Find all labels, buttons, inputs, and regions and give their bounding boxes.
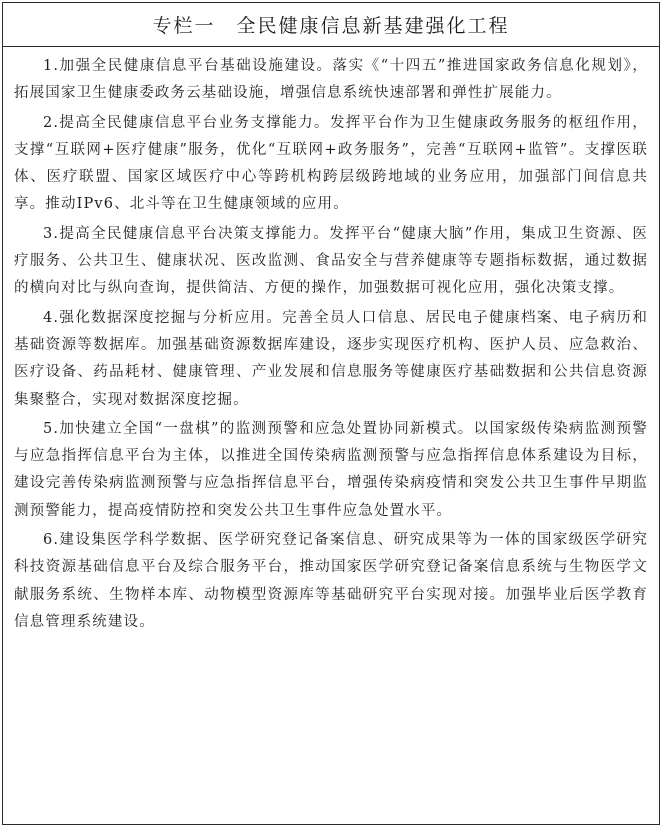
item-4: 4.强化数据深度挖掘与分析应用。完善全员人口信息、居民电子健康档案、电子病历和基础资源等数据库。加强基础资源数据库建设，逐步实现医疗机构、医护人员、应急救治、医疗设备、药品耗材、健康管理、产业发展和信息服务等健康医疗基础数据和公共信息资源集聚整合，实现对数据深度挖掘。 [14,309,648,408]
title-row [3,3,659,47]
column-box [2,2,660,825]
item-6: 6.建设集医学科学数据、医学研究登记备案信息、研究成果等为一体的国家级医学研究科技资源基础信息平台及综合服务平台，推动国家医学研究登记备案信息系统与生物医学文献服务系统、生物样本库、动物模型资源库等基础研究平台实现对接。加强毕业后医学教育信息管理系统建设。 [14,532,648,630]
item-5: 5.加快建立全国“一盘棋”的监测预警和应急处置协同新模式。以国家级传染病监测预警与应急指挥信息平台为主体，以推进全国传染病监测预警与应急指挥信息体系建设为目标，建设完善传染病监测预警与应急指挥信息平台，增强传染病疫情和突发公共卫生事件早期监测预警能力，提高疫情防控和突发公共卫生事件应急处置水平。 [14,420,648,519]
column-content [3,47,659,636]
column-title: 专栏一 全民健康信息新基建强化工程 [152,15,510,37]
item-1: 1.加强全民健康信息平台基础设施建设。落实《“十四五”推进国家政务信息化规划》，拓展国家卫生健康委政务云基础设施，增强信息系统快速部署和弹性扩展能力。 [14,58,648,102]
item-3: 3.提高全民健康信息平台决策支撑能力。发挥平台“健康大脑”作用，集成卫生资源、医疗服务、公共卫生、健康状况、医改监测、食品安全与营养健康等专题指标数据，通过数据的横向对比与纵向查询，提供简洁、方便的操作，加强数据可视化应用，强化决策支撑。 [14,225,648,297]
item-2: 2.提高全民健康信息平台业务支撑能力。发挥平台作为卫生健康政务服务的枢纽作用，支撑“互联网+医疗健康”服务，优化“互联网+政务服务”，完善“互联网+监管”。支撑医联体、医疗联盟、国家区域医疗中心等跨机构跨层级跨地域的业务应用，加强部门间信息共享。推动IPv6、北斗等在卫生健康领域的应用。 [14,114,648,213]
